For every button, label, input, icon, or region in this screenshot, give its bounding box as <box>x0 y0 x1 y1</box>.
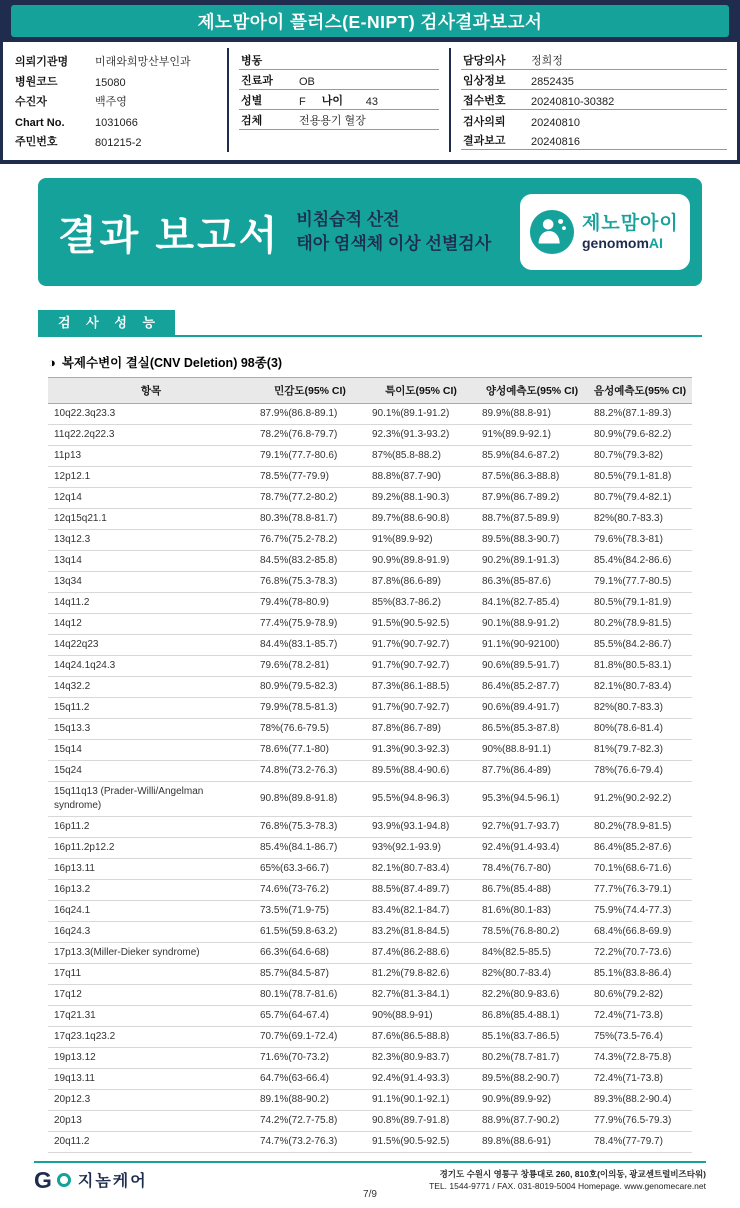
column-header: 음성예측도(95% CI) <box>588 378 692 404</box>
metric-cell: 78.2%(76.8-79.7) <box>254 425 366 446</box>
column-header: 민감도(95% CI) <box>254 378 366 404</box>
metric-cell: 91.1%(90.1-92.1) <box>366 1090 476 1111</box>
metric-cell: 91.2%(90.2-92.2) <box>588 782 692 817</box>
page-footer <box>34 1161 706 1192</box>
info-col-middle <box>227 48 449 152</box>
cnv-region-cell: 17q12 <box>48 985 254 1006</box>
metric-cell: 85.5%(84.2-86.7) <box>588 635 692 656</box>
metric-cell: 80.9%(79.6-82.2) <box>588 425 692 446</box>
table-row <box>48 425 692 446</box>
metric-cell: 89.5%(88.2-90.7) <box>476 1069 588 1090</box>
cnv-region-cell: 16p11.2 <box>48 817 254 838</box>
info-row <box>461 70 727 90</box>
field-value: OB <box>299 76 315 88</box>
metric-cell: 70.1%(68.6-71.6) <box>588 859 692 880</box>
field-label: 결과보고 <box>463 135 506 147</box>
patient-info-panel <box>3 42 737 160</box>
cnv-region-cell: 12p12.1 <box>48 467 254 488</box>
metric-cell: 90.8%(89.8-91.8) <box>254 782 366 817</box>
metric-cell: 79.1%(77.7-80.5) <box>588 572 692 593</box>
cnv-region-cell: 14q24.1q24.3 <box>48 656 254 677</box>
field-label: 성별 <box>241 95 263 107</box>
metric-cell: 95.3%(94.5-96.1) <box>476 782 588 817</box>
table-row <box>48 1090 692 1111</box>
metric-cell: 79.6%(78.2-81) <box>254 656 366 677</box>
field-label: 접수번호 <box>463 95 506 107</box>
cnv-region-cell: 15q11q13 (Prader-Willi/Angelman syndrome) <box>48 782 254 817</box>
metric-cell: 87.8%(86.6-89) <box>366 572 476 593</box>
info-row <box>13 110 217 130</box>
metric-cell: 91%(89.9-92.1) <box>476 425 588 446</box>
cnv-region-cell: 17q11 <box>48 964 254 985</box>
metric-cell: 72.2%(70.7-73.6) <box>588 943 692 964</box>
table-row <box>48 740 692 761</box>
metric-cell: 88.7%(87.5-89.9) <box>476 509 588 530</box>
table-row <box>48 985 692 1006</box>
field-value: F <box>299 96 306 108</box>
metric-cell: 84%(82.5-85.5) <box>476 943 588 964</box>
field-label: 의뢰기관명 <box>15 56 69 68</box>
metric-cell: 78.7%(77.2-80.2) <box>254 488 366 509</box>
banner-subtitle-line2: 태아 염색체 이상 선별검사 <box>296 234 492 253</box>
field-label: Chart No. <box>15 117 65 129</box>
table-row <box>48 509 692 530</box>
metric-cell: 87.4%(86.2-88.6) <box>366 943 476 964</box>
cnv-region-cell: 15q13.3 <box>48 719 254 740</box>
genomecare-logo-ring-icon <box>57 1173 71 1187</box>
metric-cell: 80.7%(79.3-82) <box>588 446 692 467</box>
cnv-region-cell: 17p13.3(Miller-Dieker syndrome) <box>48 943 254 964</box>
cnv-region-cell: 19p13.12 <box>48 1048 254 1069</box>
field-label: 병동 <box>241 55 263 67</box>
field-value: 전용용기 혈장 <box>299 115 366 127</box>
table-row <box>48 530 692 551</box>
metric-cell: 65%(63.3-66.7) <box>254 859 366 880</box>
table-row <box>48 656 692 677</box>
metric-cell: 93.9%(93.1-94.8) <box>366 817 476 838</box>
metric-cell: 80.1%(78.7-81.6) <box>254 985 366 1006</box>
metric-cell: 85.4%(84.1-86.7) <box>254 838 366 859</box>
metric-cell: 86.4%(85.2-87.7) <box>476 677 588 698</box>
metric-cell: 89.9%(88.8-91) <box>476 404 588 425</box>
table-row <box>48 1027 692 1048</box>
metric-cell: 90%(88.8-91.1) <box>476 740 588 761</box>
cnv-region-cell: 12q15q21.1 <box>48 509 254 530</box>
metric-cell: 90.1%(88.9-91.2) <box>476 614 588 635</box>
column-header: 양성예측도(95% CI) <box>476 378 588 404</box>
metric-cell: 78%(76.6-79.5) <box>254 719 366 740</box>
metric-cell: 73.5%(71.9-75) <box>254 901 366 922</box>
cnv-region-cell: 14q12 <box>48 614 254 635</box>
field-label: 임상정보 <box>463 75 506 87</box>
table-row <box>48 635 692 656</box>
table-caption <box>48 353 692 371</box>
metric-cell: 76.8%(75.3-78.3) <box>254 817 366 838</box>
cnv-region-cell: 16p11.2p12.2 <box>48 838 254 859</box>
cnv-region-cell: 15q14 <box>48 740 254 761</box>
field-label: 검사의뢰 <box>463 116 506 128</box>
metric-cell: 81.8%(80.5-83.1) <box>588 656 692 677</box>
metric-cell: 90.2%(89.1-91.3) <box>476 551 588 572</box>
metric-cell: 91%(89.9-92) <box>366 530 476 551</box>
field-label: 주민번호 <box>15 136 58 148</box>
cnv-region-cell: 14q11.2 <box>48 593 254 614</box>
cnv-region-cell: 12q14 <box>48 488 254 509</box>
metric-cell: 89.1%(88-90.2) <box>254 1090 366 1111</box>
info-row <box>461 110 727 130</box>
cnv-region-cell: 11q22.2q22.3 <box>48 425 254 446</box>
info-row <box>13 70 217 90</box>
info-row <box>239 90 439 110</box>
metric-cell: 82.2%(80.9-83.6) <box>476 985 588 1006</box>
genomom-logo-icon <box>529 209 575 255</box>
report-title: 제노맘아이 플러스(E-NIPT) 검사결과보고서 <box>11 5 729 37</box>
metric-cell: 82.7%(81.3-84.1) <box>366 985 476 1006</box>
metric-cell: 80.3%(78.8-81.7) <box>254 509 366 530</box>
field-value: 20240816 <box>531 136 580 148</box>
field-value: 801215-2 <box>95 137 142 149</box>
metric-cell: 81%(79.7-82.3) <box>588 740 692 761</box>
metric-cell: 88.9%(87.7-90.2) <box>476 1111 588 1132</box>
field-label: 병원코드 <box>15 76 58 88</box>
metric-cell: 66.3%(64.6-68) <box>254 943 366 964</box>
metric-cell: 79.6%(78.3-81) <box>588 530 692 551</box>
metric-cell: 92.4%(91.4-93.4) <box>476 838 588 859</box>
metric-cell: 91.5%(90.5-92.5) <box>366 614 476 635</box>
metric-cell: 89.5%(88.3-90.7) <box>476 530 588 551</box>
metric-cell: 91.5%(90.5-92.5) <box>366 1132 476 1153</box>
metric-cell: 65.7%(64-67.4) <box>254 1006 366 1027</box>
cnv-region-cell: 20p13 <box>48 1111 254 1132</box>
metric-cell: 74.8%(73.2-76.3) <box>254 761 366 782</box>
metric-cell: 89.8%(88.6-91) <box>476 1132 588 1153</box>
field-value: 미래와희망산부인과 <box>95 56 191 68</box>
field-value: 20240810 <box>531 117 580 129</box>
table-row <box>48 614 692 635</box>
banner-subtitle <box>296 208 491 256</box>
section-title-chip: 검 사 성 능 <box>38 310 175 335</box>
metric-cell: 77.4%(75.9-78.9) <box>254 614 366 635</box>
metric-cell: 87.6%(86.5-88.8) <box>366 1027 476 1048</box>
metric-cell: 86.4%(85.2-87.6) <box>588 838 692 859</box>
metric-cell: 78.5%(77-79.9) <box>254 467 366 488</box>
cnv-region-cell: 17q21.31 <box>48 1006 254 1027</box>
top-band <box>3 0 737 42</box>
table-row <box>48 943 692 964</box>
field-value: 1031066 <box>95 117 138 129</box>
cnv-region-cell: 15q24 <box>48 761 254 782</box>
table-row <box>48 922 692 943</box>
metric-cell: 91.1%(90-92100) <box>476 635 588 656</box>
genomecare-brand-text: 지놈케어 <box>77 1173 148 1190</box>
field-value: 백주영 <box>95 96 127 108</box>
metric-cell: 70.7%(69.1-72.4) <box>254 1027 366 1048</box>
cnv-region-cell: 16q24.1 <box>48 901 254 922</box>
metric-cell: 89.7%(88.6-90.8) <box>366 509 476 530</box>
table-row <box>48 572 692 593</box>
info-row <box>239 70 439 90</box>
metric-cell: 83.4%(82.1-84.7) <box>366 901 476 922</box>
metric-cell: 85.4%(84.2-86.6) <box>588 551 692 572</box>
footer-contact: TEL. 1544-9771 / FAX. 031-8019-5004 Homepage. www.genomecare.net <box>429 1181 706 1191</box>
table-row <box>48 782 692 817</box>
metric-cell: 75%(73.5-76.4) <box>588 1027 692 1048</box>
cnv-region-cell: 10q22.3q23.3 <box>48 404 254 425</box>
metric-cell: 91.3%(90.3-92.3) <box>366 740 476 761</box>
result-banner <box>38 178 702 286</box>
metric-cell: 86.8%(85.4-88.1) <box>476 1006 588 1027</box>
info-row <box>13 50 217 70</box>
metric-cell: 86.5%(85.3-87.8) <box>476 719 588 740</box>
section-bar <box>38 310 702 337</box>
metric-cell: 82%(80.7-83.3) <box>588 698 692 719</box>
genomecare-logo-g: G <box>34 1166 52 1193</box>
logo-genomom-text: genomom <box>582 234 649 251</box>
metric-cell: 82%(80.7-83.3) <box>588 509 692 530</box>
metric-cell: 92.7%(91.7-93.7) <box>476 817 588 838</box>
metric-cell: 77.9%(76.5-79.3) <box>588 1111 692 1132</box>
info-col-right <box>449 48 737 152</box>
table-row <box>48 1111 692 1132</box>
cnv-table-header-row <box>48 378 692 404</box>
cnv-performance-table <box>48 377 692 1153</box>
metric-cell: 88.5%(87.4-89.7) <box>366 880 476 901</box>
info-row <box>461 50 727 70</box>
banner-title: 결과 보고서 <box>58 213 281 258</box>
field-label: 검체 <box>241 115 263 127</box>
metric-cell: 90%(88.9-91) <box>366 1006 476 1027</box>
metric-cell: 71.6%(70-73.2) <box>254 1048 366 1069</box>
info-row <box>239 110 439 130</box>
cnv-region-cell: 16p13.2 <box>48 880 254 901</box>
cnv-region-cell: 13q34 <box>48 572 254 593</box>
metric-cell: 87.9%(86.8-89.1) <box>254 404 366 425</box>
table-row <box>48 880 692 901</box>
metric-cell: 93%(92.1-93.9) <box>366 838 476 859</box>
table-row <box>48 859 692 880</box>
genomecare-logo <box>34 1168 148 1191</box>
cnv-table-body <box>48 404 692 1153</box>
field-label: 수진자 <box>15 96 47 108</box>
metric-cell: 85%(83.7-86.2) <box>366 593 476 614</box>
metric-cell: 78%(76.6-79.4) <box>588 761 692 782</box>
cnv-region-cell: 13q14 <box>48 551 254 572</box>
metric-cell: 77.7%(76.3-79.1) <box>588 880 692 901</box>
metric-cell: 82.1%(80.7-83.4) <box>588 677 692 698</box>
metric-cell: 72.4%(71-73.8) <box>588 1006 692 1027</box>
table-row <box>48 467 692 488</box>
cnv-region-cell: 20q11.2 <box>48 1132 254 1153</box>
info-row <box>461 90 727 110</box>
metric-cell: 82.3%(80.9-83.7) <box>366 1048 476 1069</box>
metric-cell: 86.3%(85-87.6) <box>476 572 588 593</box>
genomom-logo <box>520 194 690 270</box>
metric-cell: 95.5%(94.8-96.3) <box>366 782 476 817</box>
table-caption-text: 복제수변이 결실(CNV Deletion) 98종(3) <box>61 356 283 370</box>
metric-cell: 64.7%(63-66.4) <box>254 1069 366 1090</box>
table-row <box>48 838 692 859</box>
table-row <box>48 1006 692 1027</box>
cnv-region-cell: 11p13 <box>48 446 254 467</box>
metric-cell: 92.3%(91.3-93.2) <box>366 425 476 446</box>
genomom-logo-text <box>582 213 679 251</box>
metric-cell: 74.2%(72.7-75.8) <box>254 1111 366 1132</box>
metric-cell: 79.1%(77.7-80.6) <box>254 446 366 467</box>
metric-cell: 88.2%(87.1-89.3) <box>588 404 692 425</box>
table-row <box>48 677 692 698</box>
metric-cell: 84.1%(82.7-85.4) <box>476 593 588 614</box>
metric-cell: 80.2%(78.9-81.5) <box>588 614 692 635</box>
field-value: 15080 <box>95 77 126 89</box>
metric-cell: 80.9%(79.5-82.3) <box>254 677 366 698</box>
metric-cell: 88.8%(87.7-90) <box>366 467 476 488</box>
metric-cell: 84.4%(83.1-85.7) <box>254 635 366 656</box>
metric-cell: 84.5%(83.2-85.8) <box>254 551 366 572</box>
metric-cell: 85.7%(84.5-87) <box>254 964 366 985</box>
table-row <box>48 761 692 782</box>
metric-cell: 85.1%(83.8-86.4) <box>588 964 692 985</box>
metric-cell: 76.7%(75.2-78.2) <box>254 530 366 551</box>
metric-cell: 87.5%(86.3-88.8) <box>476 467 588 488</box>
metric-cell: 90.6%(89.5-91.7) <box>476 656 588 677</box>
metric-cell: 91.7%(90.7-92.7) <box>366 635 476 656</box>
banner-subtitle-line1: 비침습적 산전 <box>296 210 400 229</box>
metric-cell: 79.4%(78-80.9) <box>254 593 366 614</box>
metric-cell: 61.5%(59.8-63.2) <box>254 922 366 943</box>
page-number: 7/9 <box>363 1189 377 1200</box>
metric-cell: 90.9%(89.8-91.9) <box>366 551 476 572</box>
metric-cell: 80%(78.6-81.4) <box>588 719 692 740</box>
table-row <box>48 488 692 509</box>
metric-cell: 82%(80.7-83.4) <box>476 964 588 985</box>
footer-address: 경기도 수원시 영통구 창룡대로 260, 810호(이의동, 광교센트럴비즈타워) <box>439 1169 706 1179</box>
metric-cell: 86.7%(85.4-88) <box>476 880 588 901</box>
metric-cell: 81.6%(80.1-83) <box>476 901 588 922</box>
metric-cell: 74.3%(72.8-75.8) <box>588 1048 692 1069</box>
logo-brand-english <box>582 235 679 251</box>
metric-cell: 72.4%(71-73.8) <box>588 1069 692 1090</box>
half-circle-icon: ◑ <box>48 354 56 370</box>
metric-cell: 81.2%(79.8-82.6) <box>366 964 476 985</box>
metric-cell: 75.9%(74.4-77.3) <box>588 901 692 922</box>
table-row <box>48 1132 692 1153</box>
field-value: 20240810-30382 <box>531 96 615 108</box>
column-header: 특이도(95% CI) <box>366 378 476 404</box>
table-row <box>48 404 692 425</box>
field-label: 나이 <box>321 95 343 107</box>
metric-cell: 91.7%(90.7-92.7) <box>366 656 476 677</box>
cnv-region-cell: 17q23.1q23.2 <box>48 1027 254 1048</box>
metric-cell: 82.1%(80.7-83.4) <box>366 859 476 880</box>
table-row <box>48 901 692 922</box>
metric-cell: 80.2%(78.9-81.5) <box>588 817 692 838</box>
field-value: 2852435 <box>531 76 574 88</box>
metric-cell: 78.5%(76.8-80.2) <box>476 922 588 943</box>
metric-cell: 91.7%(90.7-92.7) <box>366 698 476 719</box>
table-row <box>48 698 692 719</box>
info-row <box>13 90 217 110</box>
metric-cell: 80.5%(79.1-81.8) <box>588 467 692 488</box>
cnv-region-cell: 16p13.11 <box>48 859 254 880</box>
cnv-region-cell: 14q32.2 <box>48 677 254 698</box>
metric-cell: 89.3%(88.2-90.4) <box>588 1090 692 1111</box>
metric-cell: 79.9%(78.5-81.3) <box>254 698 366 719</box>
table-row <box>48 964 692 985</box>
metric-cell: 80.7%(79.4-82.1) <box>588 488 692 509</box>
table-row <box>48 817 692 838</box>
info-row <box>13 130 217 150</box>
metric-cell: 85.9%(84.6-87.2) <box>476 446 588 467</box>
cnv-region-cell: 20p12.3 <box>48 1090 254 1111</box>
metric-cell: 76.8%(75.3-78.3) <box>254 572 366 593</box>
metric-cell: 80.2%(78.7-81.7) <box>476 1048 588 1069</box>
metric-cell: 83.2%(81.8-84.5) <box>366 922 476 943</box>
cnv-region-cell: 14q22q23 <box>48 635 254 656</box>
metric-cell: 80.6%(79.2-82) <box>588 985 692 1006</box>
metric-cell: 89.5%(88.4-90.6) <box>366 761 476 782</box>
metric-cell: 68.4%(66.8-69.9) <box>588 922 692 943</box>
metric-cell: 85.1%(83.7-86.5) <box>476 1027 588 1048</box>
cnv-region-cell: 13q12.3 <box>48 530 254 551</box>
metric-cell: 87.9%(86.7-89.2) <box>476 488 588 509</box>
table-row <box>48 719 692 740</box>
field-label: 진료과 <box>241 75 273 87</box>
metric-cell: 87.7%(86.4-89) <box>476 761 588 782</box>
metric-cell: 74.7%(73.2-76.3) <box>254 1132 366 1153</box>
cnv-region-cell: 16q24.3 <box>48 922 254 943</box>
metric-cell: 92.4%(91.4-93.3) <box>366 1069 476 1090</box>
table-row <box>48 593 692 614</box>
table-row <box>48 551 692 572</box>
metric-cell: 87%(85.8-88.2) <box>366 446 476 467</box>
metric-cell: 87.3%(86.1-88.5) <box>366 677 476 698</box>
field-label: 담당의사 <box>463 55 506 67</box>
logo-ai-text: AI <box>648 234 663 251</box>
metric-cell: 80.5%(79.1-81.9) <box>588 593 692 614</box>
metric-cell: 90.1%(89.1-91.2) <box>366 404 476 425</box>
table-row <box>48 1069 692 1090</box>
table-row <box>48 446 692 467</box>
info-col-left <box>3 48 227 152</box>
metric-cell: 90.9%(89.9-92) <box>476 1090 588 1111</box>
metric-cell: 78.6%(77.1-80) <box>254 740 366 761</box>
table-row <box>48 1048 692 1069</box>
info-row <box>239 50 439 70</box>
cnv-region-cell: 19q13.11 <box>48 1069 254 1090</box>
metric-cell: 78.4%(76.7-80) <box>476 859 588 880</box>
cnv-region-cell: 15q11.2 <box>48 698 254 719</box>
field-value: 정희정 <box>531 55 563 67</box>
column-header: 항목 <box>48 378 254 404</box>
metric-cell: 90.6%(89.4-91.7) <box>476 698 588 719</box>
metric-cell: 78.4%(77-79.7) <box>588 1132 692 1153</box>
metric-cell: 90.8%(89.7-91.8) <box>366 1111 476 1132</box>
metric-cell: 74.6%(73-76.2) <box>254 880 366 901</box>
info-row <box>461 130 727 150</box>
field-value: 43 <box>365 96 378 108</box>
logo-brand-korean: 제노맘아이 <box>582 213 679 235</box>
metric-cell: 89.2%(88.1-90.3) <box>366 488 476 509</box>
metric-cell: 87.8%(86.7-89) <box>366 719 476 740</box>
report-header <box>0 0 740 164</box>
